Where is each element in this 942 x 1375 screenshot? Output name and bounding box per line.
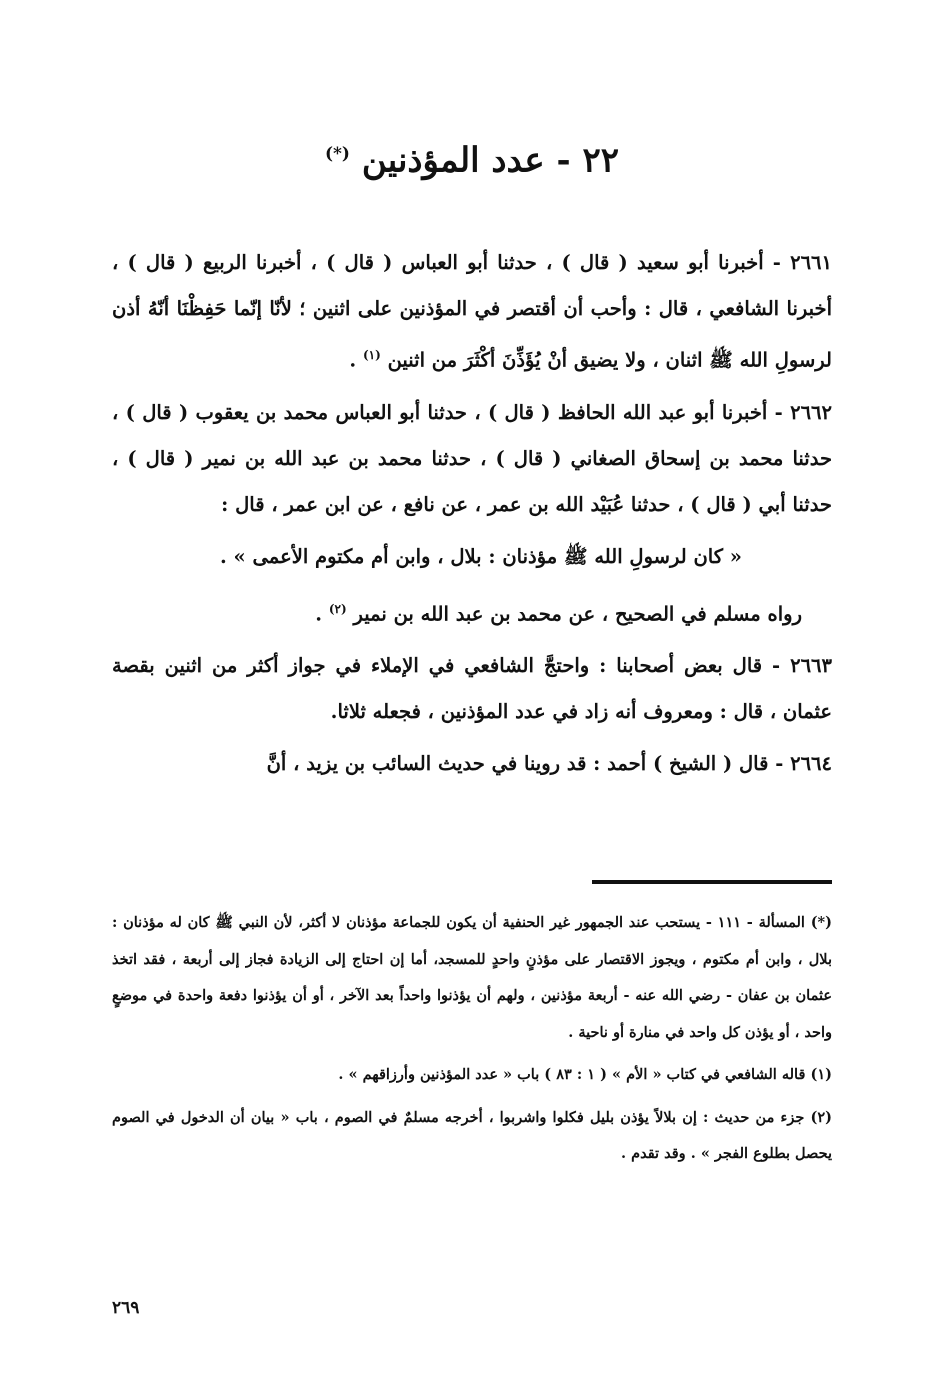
hadith-2663 — [112, 643, 832, 735]
hadith-2662 — [112, 390, 832, 528]
hadith-2661-text: ٢٦٦١ - أخبرنا أبو سعيد ( قال ) ، حدثنا أبو العباس ( قال ) ، أخبرنا الربيع ( قال ) ، أخبرنا الشافعي ، قال : وأحب أن أقتصر في المؤذنين على اثنين ؛ لأنّا إنّما حَفِظْنَا أنّهُ أذن لرسولِ الله ﷺ اثنان ، ولا يضيق أنْ يُؤَذِّنَ أكْثَرَ من اثنين — [112, 251, 832, 372]
footnote-2: (٢) جزء من حديث : إن بلالاً يؤذن بليل فكلوا واشربوا ، أخرجه مسلمٌ في الصوم ، باب « بيان أن الدخول في الصوم يحصل بطلوع الفجر » . وقد تقدم . — [112, 1108, 832, 1162]
chapter-title-footnote-mark: (*) — [324, 144, 350, 164]
main-text — [112, 240, 832, 793]
book-page — [112, 0, 832, 1375]
narration-muslim-text: رواه مسلم في الصحيح ، عن محمد بن عبد الله بن نمير — [353, 602, 802, 625]
hadith-quote-text: « كان لرسولِ الله ﷺ مؤذنان : بلال ، وابن أم مكتوم الأعمى » . — [219, 544, 742, 568]
footnotes — [112, 905, 832, 1179]
chapter-title-text: ٢٢ - عدد المؤذنين — [361, 140, 620, 181]
hadith-2662-text: ٢٦٦٢ - أخبرنا أبو عبد الله الحافظ ( قال ) ، حدثنا أبو العباس محمد بن يعقوب ( قال ) ، حدثنا محمد بن إسحاق الصغاني ( قال ) ، حدثنا محمد بن عبد الله بن نمير ( قال ) ، حدثنا أبي ( قال ) ، حدثنا عُبَيْد الله بن عمر ، عن نافع ، عن ابن عمر ، قال : — [112, 400, 833, 516]
hadith-2663-text: ٢٦٦٣ - قال بعض أصحابنا : واحتجَّ الشافعي في الإملاء في جواز أكثر من اثنين بقصة عثمان ، قال : ومعروف أنه زاد في عدد المؤذنين ، فجعله ثلاثا. — [112, 654, 832, 723]
hadith-2661-end: . — [349, 348, 363, 372]
hadith-2664 — [112, 741, 832, 787]
footnote-1: (١) قاله الشافعي في كتاب « الأم » ( ١ : ٨٣ ) باب « عدد المؤذنين وأرزاقهم » . — [338, 1066, 832, 1083]
narration-muslim-end: . — [315, 602, 329, 625]
footnote-divider — [592, 880, 832, 884]
hadith-2664-text: ٢٦٦٤ - قال ( الشيخ ) أحمد : قد روينا في حديث السائب بن يزيد ، أنَّ — [266, 752, 832, 775]
footnote-ref-1: (١) — [362, 348, 381, 362]
page-number: ٢٦٩ — [112, 1298, 140, 1318]
narration-muslim — [112, 586, 832, 638]
footnote-star: (*) المسألة - ١١١ - يستحب عند الجمهور غير الحنفية أن يكون للجماعة مؤذنان لا أكثر، لأن النبي ﷺ كان له مؤذنان : بلال ، وابن أم مكتوم ، ويجوز الاقتصار على مؤذنٍ واحدٍ للمسجد، أما إن احتاج إلى الزيادة فجاز إلى أربعة ، فقد اتخذ عثمان بن عفان - رضي الله عنه - أربعة مؤذنين ، ولهم أن يؤذنوا واحداً بعد الآخر ، أو أن يؤذنوا دفعة واحدة في موضعٍ واحد ، أو يؤذن كل واحد في منارة أو ناحية . — [112, 914, 832, 1041]
footnote-ref-2: (٢) — [328, 601, 347, 616]
hadith-quote — [112, 534, 832, 580]
hadith-2661 — [112, 240, 832, 384]
chapter-title — [112, 128, 832, 186]
